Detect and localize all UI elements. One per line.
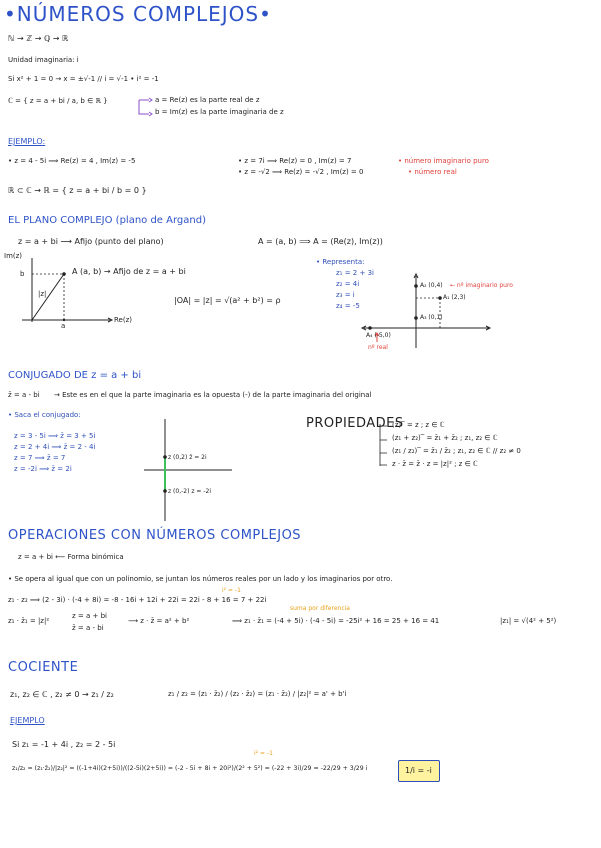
quotient-example-given: Si z₁ = -1 + 4i , z₂ = 2 - 5i: [12, 740, 116, 749]
conj-point-top: [163, 455, 167, 459]
modulus-example: |z₁| = √(4² + 5²): [500, 617, 557, 625]
property-2: (z₁ + z₂)‾ = z̄₁ + z̄₂ ; z₁, z₂ ∈ ℂ: [392, 434, 498, 442]
affix-line: z = a + bi ⟶ Afijo (punto del plano): [18, 237, 164, 246]
set-definition: ℂ = { z = a + bi / a, b ∈ ℝ }: [8, 97, 108, 105]
number-sets: ℕ → ℤ → ℚ → ℝ: [8, 34, 69, 43]
quotient-example-heading: EJEMPLO: [10, 716, 45, 725]
axis-re-label: Re(z): [114, 316, 132, 324]
quotient-formula: z₁ / z₂ = (z₁ · z̄₂) / (z₂ · z̄₂) = (z₁ · z̄₂) / |z₂|² = a' + b'i: [168, 690, 347, 698]
rep-a4-label: A₄ (-5,0): [366, 332, 391, 339]
conjugate-product: z₁ · z̄₁ = |z|²: [8, 617, 50, 625]
property-3: (z₁ / z₂)‾ = z̄₁ / z̄₂ ; z₁, z₂ ∈ ℂ // z₂ ≠ 0: [392, 447, 521, 455]
answer-box: [398, 760, 440, 782]
answer-text: 1/i = -i: [405, 766, 432, 775]
represent-item-1: z₁ = 2 + 3i: [336, 269, 374, 277]
affix-coords: A = (a, b) ⟹ A = (Re(z), Im(z)): [258, 237, 383, 246]
quotient-condition: z₁, z₂ ∈ ℂ , z₂ ≠ 0 → z₁ / z₂: [10, 690, 114, 699]
example-left: • z = 4 - 5i ⟹ Re(z) = 4 , Im(z) = -5: [8, 157, 136, 165]
rep-point-a2: [414, 284, 418, 288]
example-heading: EJEMPLO:: [8, 137, 46, 146]
example-right-2: • z = -√2 ⟹ Re(z) = -√2 , Im(z) = 0: [238, 168, 364, 176]
rep-a1-label: A₁ (2,3): [443, 294, 466, 301]
binomial-form: z = a + bi ⟵ Forma binómica: [18, 553, 124, 561]
represent-heading: • Representa:: [316, 258, 365, 266]
rep-a4-note: nº real: [368, 344, 388, 351]
real-subset: ℝ ⊂ ℂ → ℝ = { z = a + bi / b = 0 }: [8, 186, 147, 195]
conj-bottom-label: z (0,-2) z = -2i: [168, 488, 211, 495]
page-title: •NÚMEROS COMPLEJOS•: [4, 2, 272, 26]
conjugate-exercise-heading: • Saca el conjugado:: [8, 411, 81, 419]
rep-point-a1: [438, 296, 442, 300]
represent-item-4: z₄ = -5: [336, 302, 360, 310]
conj-top-label: z (0,2) z̄ = 2i: [168, 454, 207, 461]
point-a-label: A (a, b) → Afijo de z = a + bi: [72, 267, 186, 276]
conjugate-item-4: z = -2i ⟹ z̄ = 2i: [14, 465, 72, 473]
example-right-2-note: • número real: [408, 168, 457, 176]
conjugate-note: suma por diferencia: [290, 605, 350, 612]
conjugate-example: ⟹ z₁ · z̄₁ = (-4 + 5i) · (-4 - 5i) = -25i² + 16 = 25 + 16 = 41: [232, 617, 440, 625]
rep-point-a3: [414, 316, 418, 320]
represent-item-2: z₂ = 4i: [336, 280, 360, 288]
im-definition: b = Im(z) es la parte imaginaria de z: [155, 108, 284, 116]
conjugate-def: z̄ = a - bi: [8, 391, 40, 399]
example-right-1-note: • número imaginario puro: [398, 157, 489, 165]
modulus-formula: |OA| = |z| = √(a² + b²) = ρ: [174, 296, 281, 305]
axis-im-label: Im(z): [4, 252, 23, 260]
argand-vector: [32, 274, 64, 320]
conjugate-plane: [140, 415, 240, 525]
represent-item-3: z₃ = i: [336, 291, 355, 299]
conjugate-result: ⟶ z · z̄ = a² + b²: [128, 617, 190, 625]
conjugate-item-2: z = 2 + 4i ⟹ z̄ = 2 - 4i: [14, 443, 96, 451]
properties-heading: PROPIEDADES: [306, 416, 404, 431]
quotient-calculation: z₁/z₂ = (z₁·z̄₂)/|z₂|² = ((-1+4i)(2+5i))/((2-5i)(2+5i)) = (-2 - 5i + 8i + 20i²)/(2² + 5²) = (-22 + 3i)/29 = -22/29 + 3/29 i: [12, 765, 368, 772]
quotient-note: i² = -1: [254, 750, 273, 757]
imaginary-unit: Unidad imaginaria: i: [8, 56, 79, 64]
rep-a3-label: A₃ (0,1): [420, 314, 443, 321]
argand-point-a: [62, 272, 66, 276]
product-note: i² = -1: [222, 587, 241, 594]
system-bottom: z̄ = a - bi: [72, 624, 104, 632]
si-line: Si x² + 1 = 0 → x = ±√-1 // i = √-1 • i² = -1: [8, 75, 159, 83]
re-definition: a = Re(z) es la parte real de z: [155, 96, 260, 104]
property-4: z · z̄ = z̄ · z = |z|² ; z ∈ ℂ: [392, 460, 478, 468]
conjugate-def-note: → Este es en el que la parte imaginaria es la opuesta (-) de la parte imaginaria del original: [54, 391, 372, 399]
example-right-1: • z = 7i ⟹ Re(z) = 0 , Im(z) = 7: [238, 157, 352, 165]
conjugate-item-1: z = 3 - 5i ⟹ z̄ = 3 + 5i: [14, 432, 96, 440]
quotient-heading: COCIENTE: [8, 660, 79, 675]
rep-a2-label: A₂ (0,4): [420, 282, 443, 289]
rep-a2-note: ← nº imaginario puro: [450, 282, 513, 289]
conjugate-heading: CONJUGADO DE z = a + bi: [8, 370, 142, 381]
system-top: z = a + bi: [72, 612, 107, 620]
operations-heading: OPERACIONES CON NÚMEROS COMPLEJOS: [8, 528, 302, 543]
a-label: a: [61, 322, 66, 330]
modulus-small-label: |z|: [38, 290, 47, 298]
property-1: (z̄)‾ = z ; z ∈ ℂ: [392, 421, 445, 429]
product-example: z₁ · z₂ ⟹ (2 - 3i) · (-4 + 8i) = -8 - 16i + 12i + 22i = 22i - 8 + 16 = 7 + 22i: [8, 596, 267, 604]
operation-rule: • Se opera al igual que con un polinomio, se juntan los números reales por un lado y los imaginarios por otro.: [8, 575, 393, 583]
properties-bracket-icon: [378, 422, 390, 468]
b-label: b: [20, 270, 25, 278]
rep-point-a4: [368, 326, 372, 330]
plane-heading: EL PLANO COMPLEJO (plano de Argand): [8, 215, 206, 226]
conj-point-bottom: [163, 489, 167, 493]
bracket-arrow-icon: [137, 98, 153, 118]
conjugate-item-3: z = 7 ⟹ z̄ = 7: [14, 454, 66, 462]
